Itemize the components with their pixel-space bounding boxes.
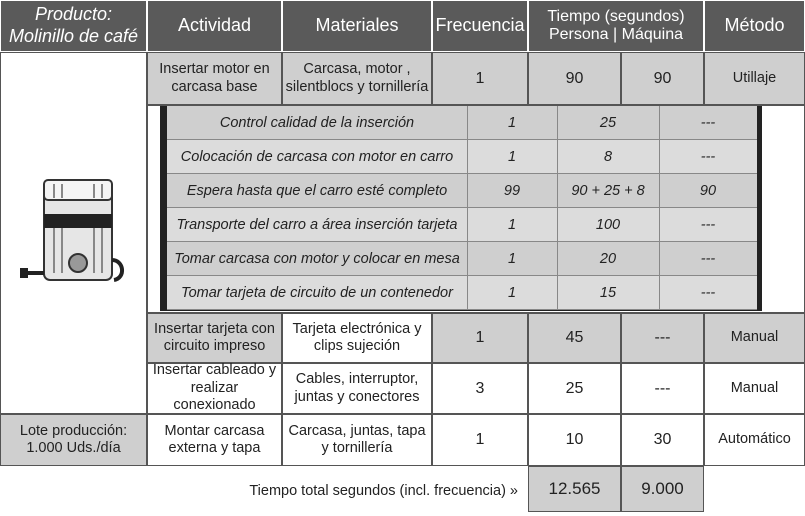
row3-materials-line2: juntas y conectores (294, 388, 420, 405)
total-person-value: 12.565 (548, 478, 601, 498)
subtask-frequency: 1 (467, 106, 557, 140)
subtask-frequency: 1 (467, 140, 557, 174)
row3-frequency-value: 3 (475, 379, 485, 397)
row4-person-value: 10 (565, 431, 584, 449)
subtask-person: 15 (557, 276, 659, 310)
row3-materials-line1: Cables, interruptor, (295, 371, 419, 388)
row3-machine-value: --- (654, 379, 671, 397)
row4-activity-line2: externa y tapa (168, 440, 261, 456)
row2-machine-value: --- (654, 329, 671, 347)
total-machine (621, 466, 704, 512)
row3-activity-line1: Insertar cableado y (152, 362, 277, 379)
row2-activity-line2: circuito impreso (163, 338, 266, 354)
row4-machine-value: 30 (653, 431, 672, 449)
row1-method (704, 52, 805, 105)
row4-materials-line2: y tornillería (321, 440, 393, 456)
header-time-line1: Tiempo (segundos) (547, 8, 685, 26)
row4-method (704, 414, 805, 466)
row4-materials (282, 414, 432, 466)
row2-method-value: Manual (730, 329, 779, 346)
subtask-row (167, 140, 757, 174)
row1-frequency-value: 1 (475, 69, 485, 87)
row3-materials (282, 363, 432, 414)
subtask-machine: 90 (659, 174, 757, 208)
row3-machine (621, 363, 704, 414)
subtask-frequency: 1 (467, 276, 557, 310)
coffee-grinder-icon (14, 168, 134, 298)
row4-person (528, 414, 621, 466)
subtask-row (167, 242, 757, 276)
header-materials-label: Materiales (315, 15, 399, 36)
subtask-frequency: 1 (467, 208, 557, 242)
subtask-person: 20 (557, 242, 659, 276)
row3-frequency (432, 363, 528, 414)
subtask-row (167, 208, 757, 242)
row4-machine (621, 414, 704, 466)
row2-activity-line1: Insertar tarjeta con (154, 320, 275, 337)
header-frequency-label: Frecuencia (435, 15, 525, 36)
header-materials (282, 0, 432, 52)
row1-materials-line2: silentblocs y tornillería (285, 78, 429, 95)
row1-person (528, 52, 621, 105)
total-person (528, 466, 621, 512)
header-method-label: Método (724, 15, 785, 36)
row3-activity (147, 363, 282, 414)
subtask-machine: --- (659, 242, 757, 276)
lot-line1: Lote producción: (19, 422, 128, 439)
subtask-frequency: 1 (467, 242, 557, 276)
row1-materials (282, 52, 432, 105)
subtask-activity: Control calidad de la inserción (167, 106, 467, 140)
subtask-frequency: 99 (467, 174, 557, 208)
subtask-activity: Tomar tarjeta de circuito de un contenedor (167, 276, 467, 310)
total-label-text: Tiempo total segundos (incl. frecuencia) » (249, 483, 518, 499)
subtask-machine: --- (659, 276, 757, 310)
row2-frequency-value: 1 (475, 329, 485, 347)
row3-person (528, 363, 621, 414)
subtask-activity: Colocación de carcasa con motor en carro (167, 140, 467, 174)
header-activity (147, 0, 282, 52)
row2-materials (282, 313, 432, 363)
header-frequency (432, 0, 528, 52)
subtask-person: 8 (557, 140, 659, 174)
header-product-line2: Molinillo de café (8, 26, 139, 46)
total-machine-value: 9.000 (641, 478, 684, 498)
row3-person-value: 25 (565, 379, 584, 397)
row1-machine (621, 52, 704, 105)
subtask-activity: Transporte del carro a área inserción tarjeta (167, 208, 467, 242)
row2-person-value: 45 (565, 329, 584, 347)
row4-frequency-value: 1 (475, 431, 485, 449)
subtask-person: 100 (557, 208, 659, 242)
row1-frequency (432, 52, 528, 105)
total-label (0, 466, 528, 516)
row2-materials-line1: Tarjeta electrónica y (292, 320, 422, 337)
subtask-machine: --- (659, 140, 757, 174)
header-time-line2: Persona | Máquina (548, 26, 683, 43)
subtask-machine: --- (659, 208, 757, 242)
row4-activity (147, 414, 282, 466)
subtask-machine: --- (659, 106, 757, 140)
row1-method-value: Utillaje (732, 69, 777, 86)
header-product-line1: Producto: (34, 4, 113, 25)
subtask-row (167, 276, 757, 310)
row2-frequency (432, 313, 528, 363)
row4-materials-line1: Carcasa, juntas, tapa (288, 422, 426, 439)
subtask-activity: Tomar carcasa con motor y colocar en mesa (167, 242, 467, 276)
row2-activity (147, 313, 282, 363)
header-product (0, 0, 147, 52)
row1-machine-value: 90 (653, 69, 672, 87)
header-method (704, 0, 805, 52)
row2-person (528, 313, 621, 363)
row2-method (704, 313, 805, 363)
row2-materials-line2: clips sujeción (313, 338, 401, 354)
row2-machine (621, 313, 704, 363)
row3-activity-line2: realizar conexionado (173, 379, 256, 414)
subtask-person: 25 (557, 106, 659, 140)
lot-line2: 1.000 Uds./día (26, 440, 121, 456)
row1-activity (147, 52, 282, 105)
lot-production (0, 414, 147, 466)
row4-method-value: Automático (718, 431, 791, 448)
row1-activity-line1: Insertar motor en (159, 61, 270, 78)
row1-person-value: 90 (565, 69, 584, 87)
subtask-activity: Espera hasta que el carro esté completo (167, 174, 467, 208)
row1-materials-line1: Carcasa, motor , (303, 61, 411, 78)
header-time (528, 0, 704, 52)
header-activity-label: Actividad (177, 15, 252, 36)
row3-method-value: Manual (730, 379, 779, 396)
subtask-row (167, 174, 757, 208)
row4-frequency (432, 414, 528, 466)
product-image-cell (0, 52, 147, 414)
subtask-person: 90 + 25 + 8 (557, 174, 659, 208)
row4-activity-line1: Montar carcasa (164, 422, 265, 439)
row3-method (704, 363, 805, 414)
subtask-row (167, 106, 757, 140)
row1-activity-line2: carcasa base (171, 78, 258, 95)
